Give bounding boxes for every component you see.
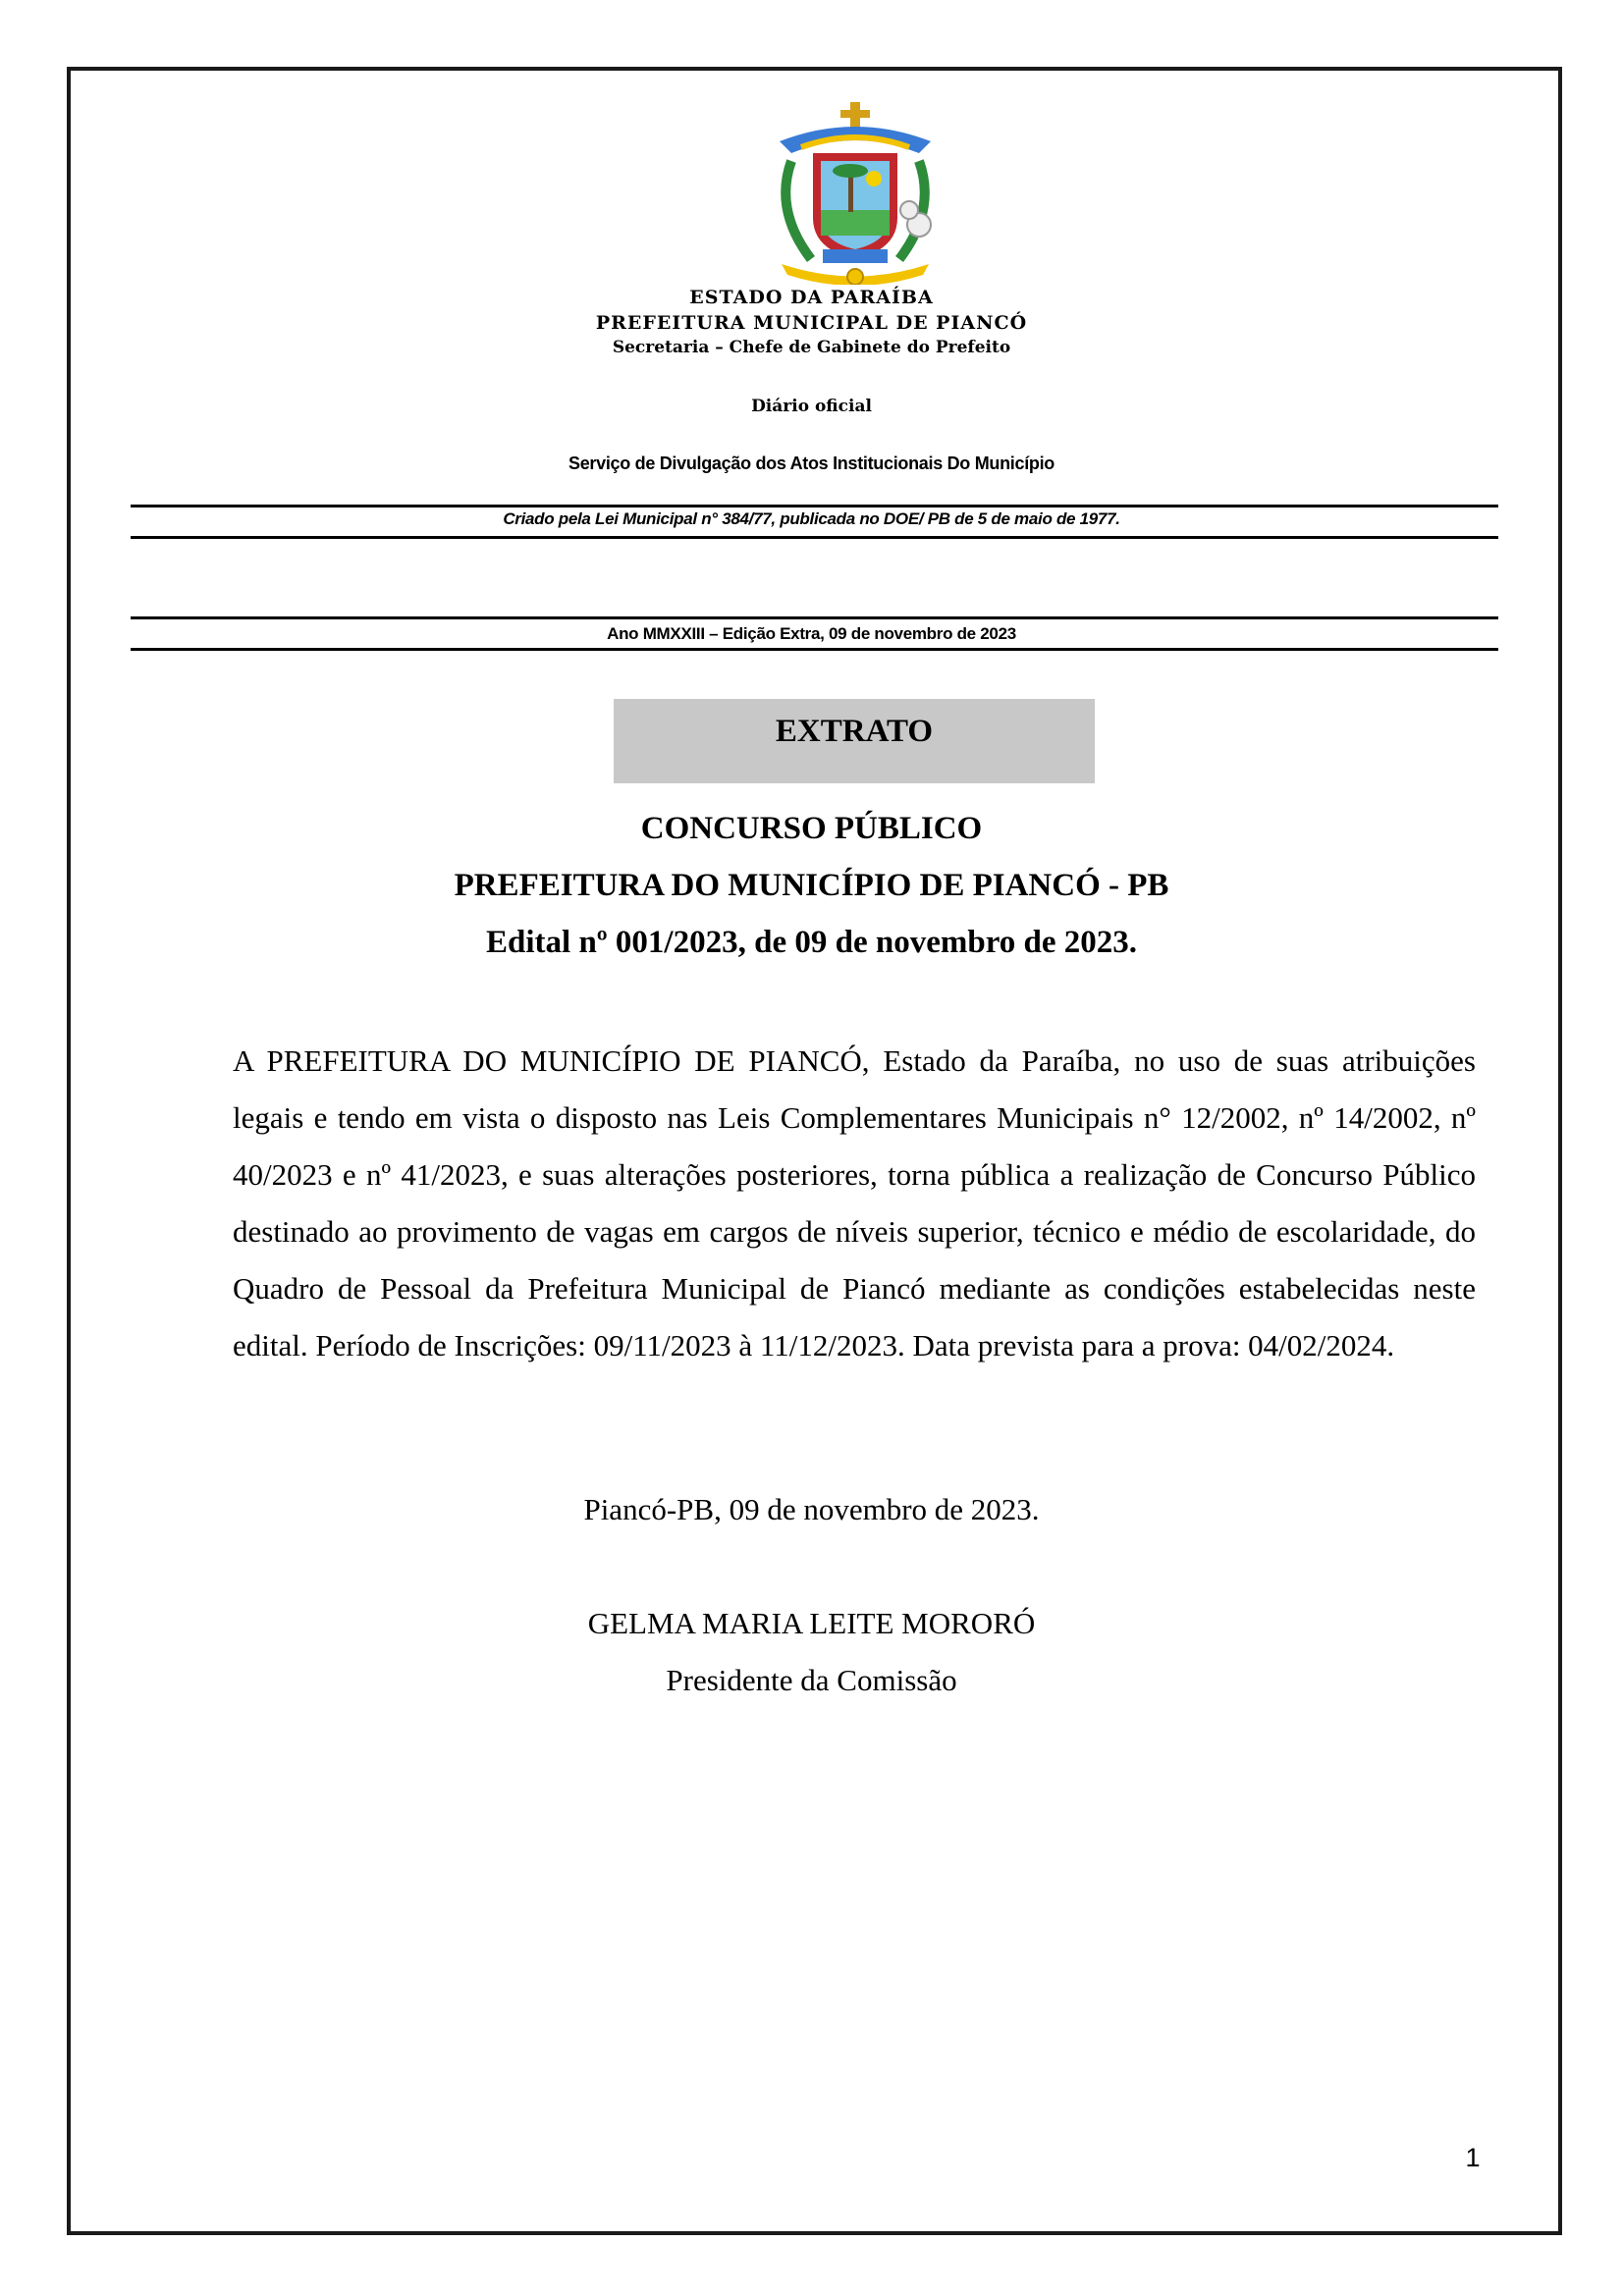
edition-line: Ano MMXXIII – Edição Extra, 09 de novembro de 2023	[607, 624, 1016, 643]
diario-label: Diário oficial	[751, 397, 872, 416]
municipal-crest-icon	[772, 102, 939, 285]
divider-edition-2	[131, 648, 1498, 651]
lei-criacao: Criado pela Lei Municipal n° 384/77, publicada no DOE/ PB de 5 de maio de 1977.	[503, 509, 1120, 528]
divider-edition-1	[131, 616, 1498, 619]
edital-reference: Edital nº 001/2023, de 09 de novembro de 2023.	[486, 925, 1137, 960]
body-paragraph: A PREFEITURA DO MUNICÍPIO DE PIANCÓ, Estado da Paraíba, no uso de suas atribuições legais e tendo em vista o disposto nas Leis Complementares Municipais n° 12/2002, nº 14/2002, nº 40/2023 e nº 41/2023, e suas alterações posteriores, torna pública a realização de Concurso Público destinado ao provimento de vagas em cargos de níveis superior, técnico e médio de escolaridade, do Quadro de Pessoal da Prefeitura Municipal de Piancó mediante as condições estabelecidas neste edital. Período de Inscrições: 09/11/2023 à 11/12/2023. Data prevista para a prova: 04/02/2024.	[233, 1043, 1476, 1362]
signer-name: GELMA MARIA LEITE MORORÓ	[587, 1606, 1036, 1640]
signer-role: Presidente da Comissão	[666, 1663, 957, 1697]
place-date: Piancó-PB, 09 de novembro de 2023.	[583, 1492, 1040, 1526]
extrato-box: EXTRATO	[614, 699, 1095, 783]
prefeitura-name: PREFEITURA MUNICIPAL DE PIANCÓ	[595, 312, 1028, 334]
document-title: CONCURSO PÚBLICO	[640, 811, 983, 846]
page-number: 1	[1465, 2143, 1481, 2172]
state-name: ESTADO DA PARAÍBA	[689, 287, 934, 308]
divider-top-1	[131, 505, 1498, 507]
document-subtitle: PREFEITURA DO MUNICÍPIO DE PIANCÓ - PB	[454, 868, 1169, 903]
servico-label: Serviço de Divulgação dos Atos Institucionais Do Município	[568, 454, 1055, 473]
divider-top-2	[131, 536, 1498, 539]
secretaria-name: Secretaria – Chefe de Gabinete do Prefeito	[612, 338, 1011, 357]
